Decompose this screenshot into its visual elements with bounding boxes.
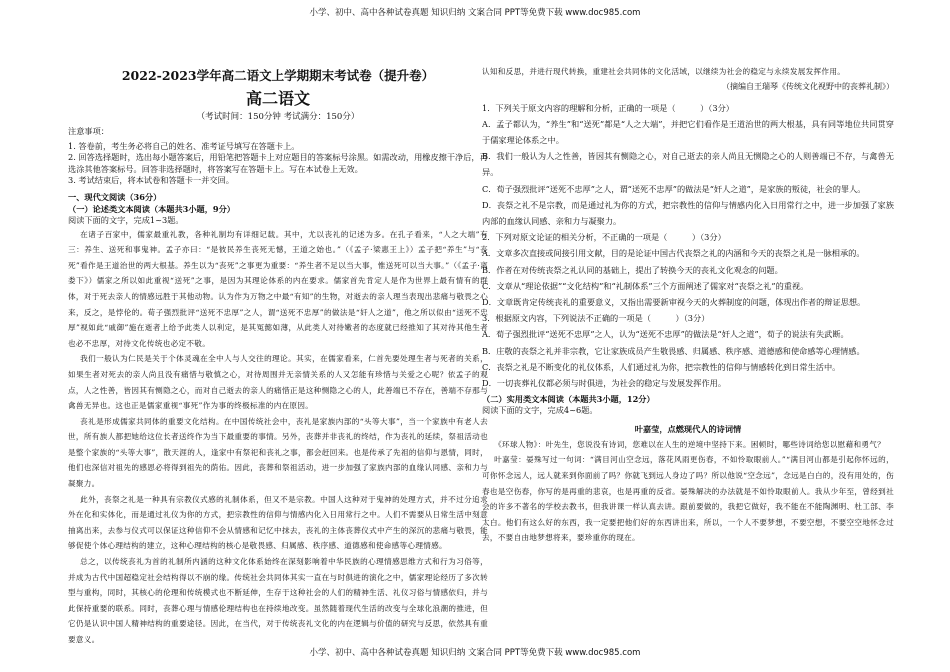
- note-item: 3. 考试结束后，将本试卷和答题卡一并交回。: [68, 175, 234, 186]
- passage-paragraph: 总之，以传统丧礼为首的礼制所内涵的这种文化体系始终在深刻影响着中华民族的心理情感思维方式和行为习俗等，并成为古代中国超稳定社会结构得以不崩的缘。传统社会共同体其实一直在与时俱进的演化之中，儒家理论经历了多次转型与重构，同时，其核心的伦理和传统模式也不断延伸，生存于这种社会的人们的精神生活、礼仪习俗与情感依归，并与此保持重要的联系。同时，丧葬心理与情感伦理结构也在持续地改变。虽然随着现代生活的改变与全球化浪潮的推进，但它仍是认识中国人精神结构的重要途径。因此，在当代，对于传统丧礼文化的内在逻辑与价值的研究与反思，依然具有重要意义。: [68, 557, 488, 644]
- article-paragraph: 叶嘉莹：晏殊写过一句词：“满目河山空念远，落花风雨更伤春，不如怜取眼前人。”“满目河山都是引起你怀远的，可你怀念远人，远人就来到你面前了吗？你就飞到远人身边了吗？所以他说“空念远”，念远是白白的，没有用处的，伤春也是空伤春，你写的是再重的悲哀，也是再重的反省。晏殊解决的办法就是不如怜取眼前人。我从少年至，曾经到社会的许多不著名的学校去教书，但我讲课一样认真去讲。跟前要做的，我把它做好，我不能在不能陶渊明、杜工部、李太白。他们有这么好的东西，我一定要把他们好的东西讲出来，所以，一个人不要梦想，不要空想，不要空空地怀念过去，不要自由地梦想将来，要珍重你的现在。: [482, 455, 894, 543]
- option: D．丧祭之礼不是宗教，而是通过礼为你的方式，把宗教性的信仰与情感内化入日用常行之中，进一步加强了家族内部的血缘认同感、亲和力与凝聚力。: [482, 199, 894, 227]
- passage-paragraph: 丧礼是形成儒家共同体的重要文化结构。在中国传统社会中，丧礼是家族内部的“头等大事”，当一个家族中有老人去世，所有族人都把她给这位长者送终作为当下最重要的事情。另外，丧葬并非丧礼的终结，作为丧礼的延续，祭祖活动也是整个家族的“头等大事”，散天涯的人，逢家中有祭祀和丧礼之事，都会赶回来。也是传承了先祖的信仰与恩情，同时，他们也深信对祖先的感恩必将得到祖先的荫佑。因此，丧葬和祭祖活动，进一步加强了家族内部的血缘认同感、亲和力与凝聚力。: [68, 416, 488, 489]
- section-heading: 一、现代文阅读（36分）: [68, 191, 162, 202]
- question-3: 3．根据原文内容，下列说法不正确的一项是（ ）（3分）: [482, 313, 710, 324]
- passage-paragraph: 此外，丧祭之礼是一种具有宗教仪式感的礼制体系，但又不是宗教。中国人这种对于鬼神的处理方式，并不过分追求外在化和实体化，而是通过礼仪为你的方式，把宗教性的信仰与情感内化入日用常行之中。人们不需要从日常生活中刻意抽离出来，去参与仪式可以保证这种信仰不会从情感和记忆中抹去，丧礼的主体丧葬仪式中产生的深沉的悲痛与敬畏，能够促使个体心理结构的建立，这种心理结构的核心是敬畏感、归属感、秩序感、道德感和使命感等心理情感。: [68, 494, 488, 551]
- option: C．文章从“理论依据”“文化结构”和“礼制体系”三个方面阐述了儒家对“丧祭之礼”的重视。: [482, 280, 809, 291]
- option: D．一切丧葬礼仪都必须与时俱进，为社会的稳定与发展发挥作用。: [482, 378, 727, 389]
- footer-banner: 小学、初中、高中各种试卷真题 知识归纳 文案合同 PPT等免费下载 www.doc985.com: [309, 648, 641, 658]
- subject-title: 高二语文: [245, 89, 310, 108]
- question-2: 2．下列对原文论证的相关分析，不正确的一项是（ ）（3分）: [482, 232, 726, 243]
- article-title: 叶嘉莹，点燃现代人的诗词情: [634, 423, 742, 434]
- notes-heading: 注意事项：: [68, 126, 109, 136]
- header-banner: 小学、初中、高中各种试卷真题 知识归纳 文案合同 PPT等免费下载 www.doc985.com: [309, 8, 641, 18]
- option: C．荀子强烈批评“送死不忠厚”之人，谓“送死不忠厚”的做法是“奸人之道”，是家族的叛徒，社会的罪人。: [482, 183, 866, 194]
- note-item: 1. 答卷前，考生务必将自己的姓名、准考证号填写在答题卡上。: [68, 140, 300, 151]
- passage-paragraph: 我们一般认为仁民是关于个体灵魂在全中人与人交往的理论。其实，在儒家看来，仁首先要处理生者与死者的关系，如果生者对死去的亲人尚且没有痛惜与敬慎之心，对待周围并无亲情关系的人又怎能有珍惜与关爱之心呢？依孟子的观点，人之性善，皆因其有恻隐之心，而对自己逝去的亲人的痛惜正是这种恻隐之心的人，此善端已不存在，善端不存那与禽兽无异也。这也正是儒家重视“事死”作为事的终极标准的内在原因。: [68, 354, 488, 411]
- passage-paragraph: 在诸子百家中，儒家最重礼教，各种礼制均有详细记载。其中，尤以丧礼的记述为多。在孔子看来，“人之大端”有三：养生、送死和事鬼神。孟子亦曰：“是彼民养生丧死无憾，王道之始也。”（《孟子·梁惠王上》）孟子把“养生”与“丧死”看作是王道治世的两大根基。养生以为“丧死”之事更为重要：“养生者不足以当大事，惟送死可以当大事。”（《孟子·离娄下》）儒家之所以如此重视“送死”之事，是因为其理论体系的内在要求。儒家首先肯定人是作为世界上最有情有的群体，对于死去亲人的情感远胜于其他动物。认为作为万物之中最“有知”的生物，对逝去的亲人理当表现出悲痛与敬畏之心来，反之，是悖伦的。荀子强烈批评“送死不忠厚”之人，谓“送死不忠厚”的做法是“奸人之道”，他之所以似由“送死不忠厚”视如此“戚御”施在逝者上给予此类人以利定，是其冤懿如薄，从此类人对待嫩者的态度就已经推知了其对待其他生者也必不忠厚，对待文化传统也必定不敬。: [68, 229, 488, 348]
- option: B．庄敬的丧祭之礼并非宗教，它让家族成员产生敬畏感、归属感、秩序感、道德感和使命感等心理情感。: [482, 345, 865, 356]
- exam-info: （考试时间：150分钟 考试满分：150分）: [196, 112, 360, 122]
- option: D．文章既肯定传统丧礼的重要意义，又指出需要新审视今天的火葬制度的问题，体现出作者的辩证思想。: [482, 297, 866, 308]
- article-paragraph: 《环球人物》：叶先生，您说没有诗词，您难以在人生的逆境中坚持下来。困顿时，哪些诗词给您以慰藉和勇气？: [494, 439, 886, 449]
- question-1: 1．下列关于原文内容的理解和分析，正确的一项是（ ）（3分）: [482, 102, 734, 113]
- option: B．我们一般认为人之性善，皆因其有恻隐之心，对自己逝去的亲人尚且无恻隐之心的人则善端已不存，与禽兽无异。: [482, 151, 894, 178]
- instruction: 阅读下面的文字，完成1~3题。: [68, 214, 184, 225]
- passage-source: （摘编自王瑞琴《传统文化视野中的丧葬礼制》）: [722, 81, 894, 91]
- subsection-heading: （一）论述类文本阅读（本题共3小题，9分）: [68, 203, 235, 214]
- right-column: [482, 64, 894, 644]
- exam-title: 2022-2023学年高二语文上学期期末考试卷（提升卷）: [121, 68, 435, 83]
- instruction: 阅读下面的文字，完成4~6题。: [482, 405, 598, 416]
- left-column: [68, 66, 488, 646]
- passage-continuation: 认知和反思，并进行现代转换，重建社会共同体的文化活域，以继续为社会的稳定与永续发展发挥作用。: [482, 67, 846, 76]
- option: A．文章多次直接或间接引用文献，目的是论证中国古代丧祭之礼的内涵和今天的丧祭之礼是一脉相承的。: [482, 248, 865, 259]
- note-item: 2. 回答选择题时，选出每小题答案后，用铅笔把答题卡上对应题目的答案标号涂黑。如需改动，用橡皮擦干净后，再选涂其他答案标号。回答非选择题时，将答案写在答题卡上。写在本试卷上无效。: [68, 152, 488, 174]
- option: A．荀子强烈批评“送死不忠厚”之人，认为“送死不忠厚”的做法是“奸人之道”，荀子的说法有失武断。: [482, 329, 849, 340]
- notes-block: [68, 126, 488, 187]
- option: B．作者在对传统丧祭之礼认同的基础上，提出了转换今天的丧礼文化观念的问题。: [482, 264, 783, 275]
- subsection-heading: （二）实用类文本阅读（本题共3小题，12分）: [482, 394, 655, 405]
- option: A．孟子都认为，“养生”和“送死”都是“人之大端”，并把它们看作是王道治世的两大根基，具有同等地位共同贯穿于儒家理论体系之中。: [482, 118, 894, 145]
- option: C．丧祭之礼是不断变化的礼仪体系，人们通过礼为你，把宗教性的信仰与情感转化到日常生活中。: [482, 361, 841, 372]
